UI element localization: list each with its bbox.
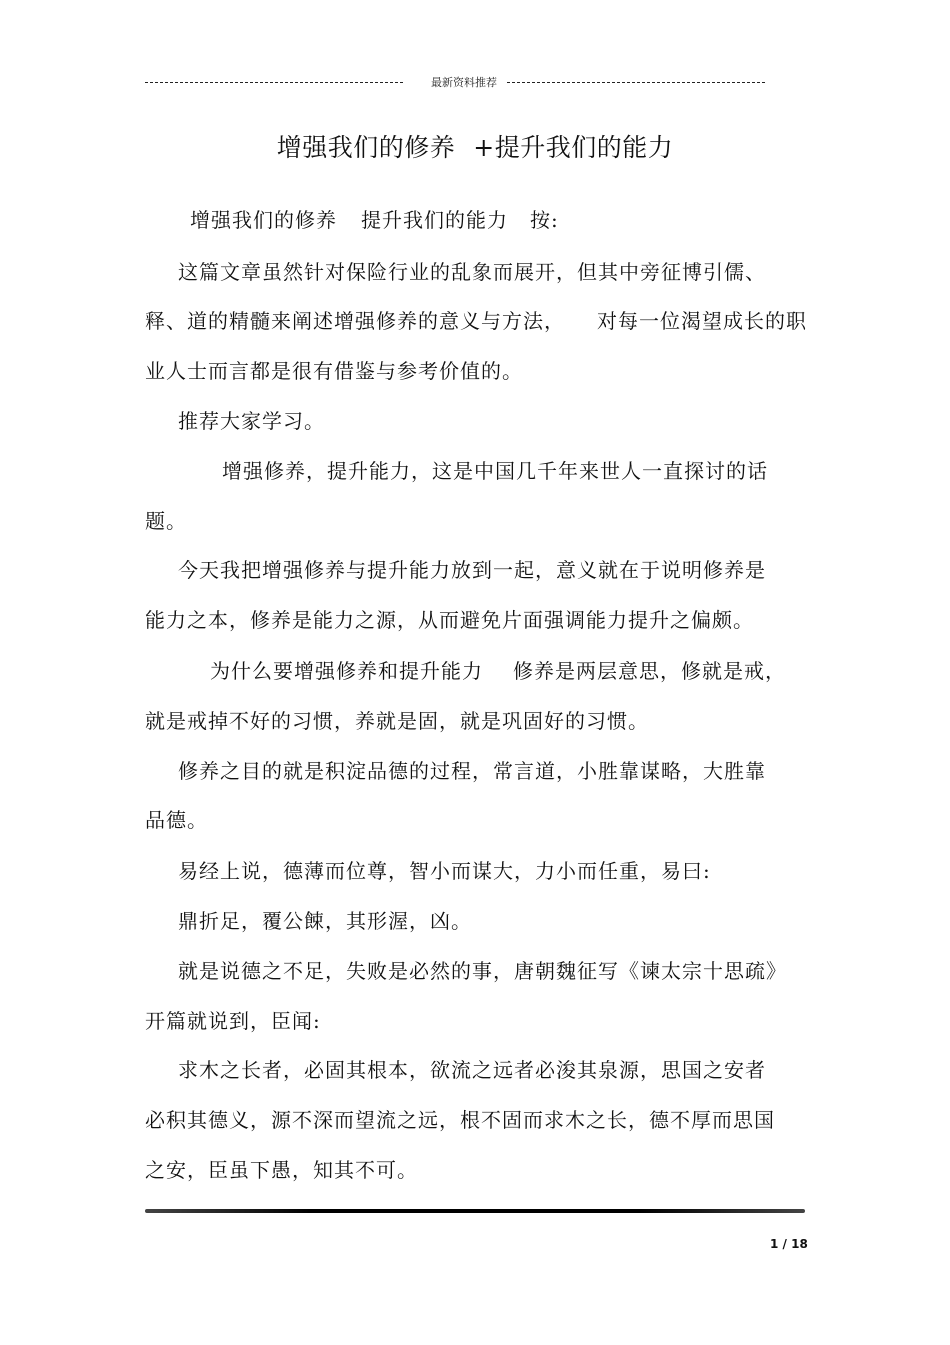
body-line-1-b: 提升我们的能力 bbox=[361, 208, 508, 232]
title-part-2: +提升我们的能力 bbox=[473, 133, 674, 162]
body-line-2: 这篇文章虽然针对保险行业的乱象而展开，但其中旁征博引儒、 bbox=[178, 260, 766, 284]
body-line-1 bbox=[190, 204, 559, 233]
body-line-13: 品德。 bbox=[145, 808, 208, 832]
body-line-3-a: 释、道的精髓来阐述增强修养的意义与方法， bbox=[145, 309, 565, 333]
body-line-10-a: 为什么要增强修养和提升能力 bbox=[210, 659, 483, 683]
body-line-18: 求木之长者，必固其根本，欲流之远者必浚其泉源，思国之安者 bbox=[178, 1058, 766, 1082]
body-line-17: 开篇就说到，臣闻: bbox=[145, 1009, 321, 1033]
body-line-10-b: 修养是两层意思，修就是戒， bbox=[513, 659, 786, 683]
header-left-dashes bbox=[145, 82, 403, 83]
title-part-1: 增强我们的修养 bbox=[276, 133, 456, 162]
body-line-4: 业人士而言都是很有借鉴与参考价值的。 bbox=[145, 359, 523, 383]
body-line-20: 之安，臣虽下愚，知其不可。 bbox=[145, 1158, 418, 1182]
header-right-dashes bbox=[507, 82, 765, 83]
body-line-1-a: 增强我们的修养 bbox=[190, 208, 337, 232]
body-line-9: 能力之本，修养是能力之源，从而避免片面强调能力提升之偏颇。 bbox=[145, 608, 754, 632]
body-line-14: 易经上说，德薄而位尊，智小而谋大，力小而任重，易曰: bbox=[178, 859, 711, 883]
body-line-6: 增强修养，提升能力，这是中国几千年来世人一直探讨的话 bbox=[222, 459, 768, 483]
header-label: 最新资料推荐 bbox=[431, 76, 497, 89]
body-line-16: 就是说德之不足，失败是必然的事，唐朝魏征写《谏太宗十思疏》 bbox=[178, 959, 787, 983]
body-line-11: 就是戒掉不好的习惯，养就是固，就是巩固好的习惯。 bbox=[145, 709, 649, 733]
body-line-12: 修养之目的就是积淀品德的过程，常言道，小胜靠谋略，大胜靠 bbox=[178, 759, 766, 783]
body-line-5: 推荐大家学习。 bbox=[178, 409, 325, 433]
footer-rule bbox=[145, 1209, 805, 1213]
body-line-7: 题。 bbox=[145, 509, 187, 533]
body-line-10 bbox=[210, 655, 786, 684]
body-line-8: 今天我把增强修养与提升能力放到一起，意义就在于说明修养是 bbox=[178, 558, 766, 582]
body-line-15: 鼎折足，覆公餗，其形渥，凶。 bbox=[178, 909, 472, 933]
page-header bbox=[145, 72, 765, 92]
document-title bbox=[0, 128, 950, 164]
body-line-3 bbox=[145, 305, 807, 334]
page-number: 1 / 18 bbox=[770, 1237, 808, 1251]
body-line-3-b: 对每一位渴望成长的职 bbox=[597, 309, 807, 333]
body-line-19: 必积其德义，源不深而望流之远，根不固而求木之长，德不厚而思国 bbox=[145, 1108, 775, 1132]
body-line-1-c: 按: bbox=[530, 208, 559, 232]
